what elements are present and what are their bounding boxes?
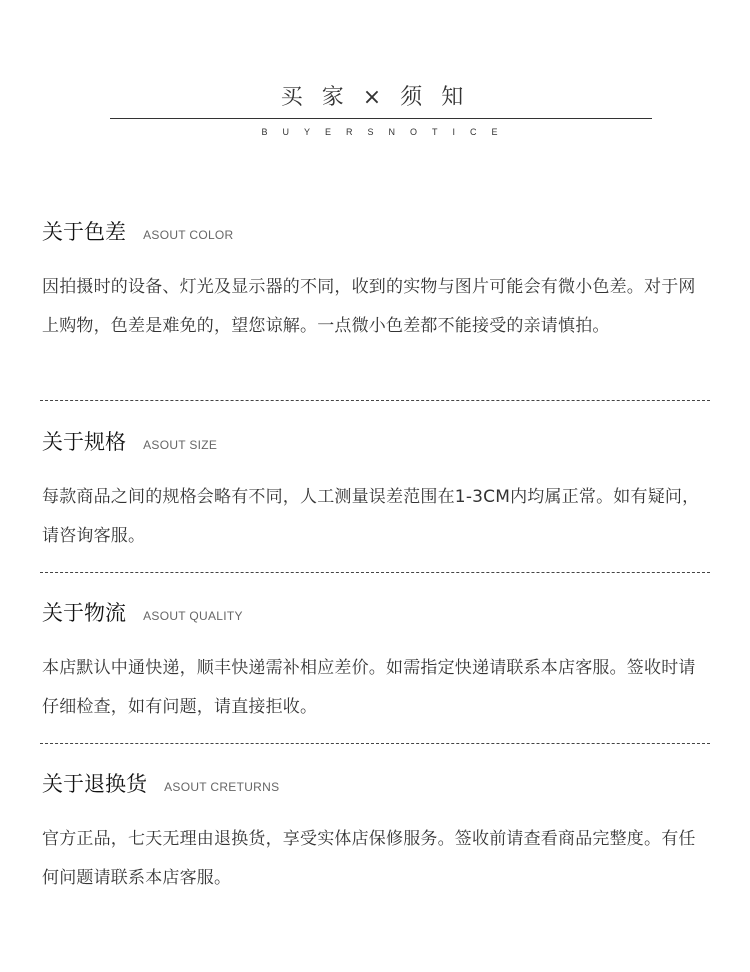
page-subtitle: BUYERSNOTICE <box>261 127 513 137</box>
header-divider <box>110 118 652 119</box>
section-subtitle: ASOUT QUALITY <box>143 609 243 623</box>
section-subtitle: ASOUT COLOR <box>143 228 234 242</box>
section-divider <box>40 743 710 744</box>
page-title: 买 家 × 须 知 <box>280 85 470 110</box>
section-size <box>42 426 712 555</box>
section-divider <box>40 572 710 573</box>
section-title: 关于规格 <box>42 430 126 454</box>
section-color <box>42 216 712 345</box>
section-heading <box>42 768 712 798</box>
section-logistics <box>42 597 712 726</box>
section-heading <box>42 216 712 246</box>
section-title: 关于物流 <box>42 601 126 625</box>
section-subtitle: ASOUT SIZE <box>143 438 218 452</box>
section-title: 关于色差 <box>42 220 126 244</box>
section-divider <box>40 400 710 401</box>
section-heading <box>42 597 712 627</box>
section-body: 每款商品之间的规格会略有不同，人工测量误差范围在1-3CM内均属正常。如有疑问，请咨询客服。 <box>42 487 700 546</box>
section-heading <box>42 426 712 456</box>
section-returns <box>42 768 712 897</box>
section-body: 官方正品，七天无理由退换货，享受实体店保修服务。签收前请查看商品完整度。有任何问题请联系本店客服。 <box>42 829 696 888</box>
section-title: 关于退换货 <box>42 772 147 796</box>
section-subtitle: ASOUT CRETURNS <box>164 780 280 794</box>
section-body: 本店默认中通快递，顺丰快递需补相应差价。如需指定快递请联系本店客服。签收时请仔细检查，如有问题，请直接拒收。 <box>42 658 696 717</box>
section-body: 因拍摄时的设备、灯光及显示器的不同，收到的实物与图片可能会有微小色差。对于网上购物，色差是难免的，望您谅解。一点微小色差都不能接受的亲请慎拍。 <box>42 277 696 336</box>
notice-header <box>0 0 750 140</box>
